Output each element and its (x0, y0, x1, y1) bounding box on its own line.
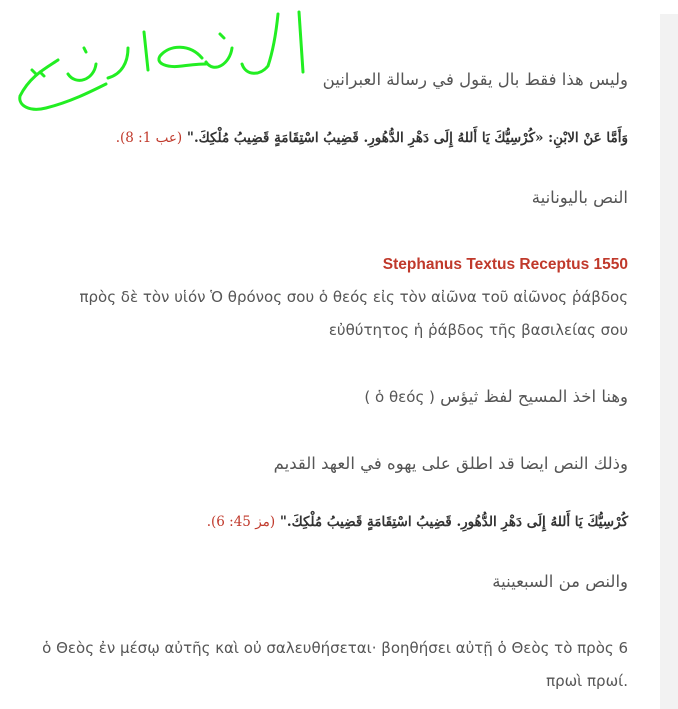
source-title: Stephanus Textus Receptus 1550 (382, 256, 628, 273)
verse-psalm (207, 514, 628, 530)
greek-line-1: πρὸς δὲ τὸν υἱόν Ὁ θρόνος σου ὁ θεός εἰς τὸν αἰῶνα τοῦ αἰῶνος ῥάβδος (79, 288, 628, 306)
theos-greek-word: ( ὁ θεός ) (364, 388, 435, 406)
septuagint-line-2: .πρωὶ πρωί (546, 672, 628, 690)
verse-hebrews-text: وَأَمَّا عَنْ الابْنِ: «كُرْسِيُّكَ يَا أَللهُ إِلَى دَهْرِ الدُّهُورِ. قَضِيبُ اسْتِقَامَةٍ قَضِيبُ مُلْكِكَ." (186, 130, 628, 146)
verse-hebrews (116, 130, 628, 146)
theos-paragraph (364, 387, 628, 406)
verse-psalm-text: كُرْسِيُّكَ يَا أَللهُ إِلَى دَهْرِ الدُّهُورِ. قَضِيبُ اسْتِقَامَةٍ قَضِيبُ مُلْكِكَ." (279, 514, 628, 530)
greek-line-2: εὐθύτητος ἡ ῥάβδος τῆς βασιλείας σου (328, 321, 628, 339)
verse-hebrews-reference: (عب 1: 8). (115, 130, 183, 146)
septuagint-heading: والنص من السبعينية (492, 572, 628, 591)
septuagint-line-1: ὁ Θεὸς ἐν μέσῳ αὐτῆς καὶ οὐ σαλευθήσεται· βοηθήσει αὐτῇ ὁ Θεὸς τὸ πρὸς 6 (42, 639, 628, 657)
greek-text-heading: النص باليونانية (531, 188, 628, 207)
theos-paragraph-text: وهنا اخذ المسيح لفظ ثيؤس (440, 387, 628, 406)
page-sidebar-strip (660, 14, 678, 709)
old-testament-paragraph: وذلك النص ايضا قد اطلق على يهوه في العهد القديم (273, 454, 628, 473)
intro-paragraph: وليس هذا فقط بال يقول في رسالة العبرانين (322, 70, 628, 89)
verse-psalm-reference: (مز 45: 6). (206, 514, 276, 530)
